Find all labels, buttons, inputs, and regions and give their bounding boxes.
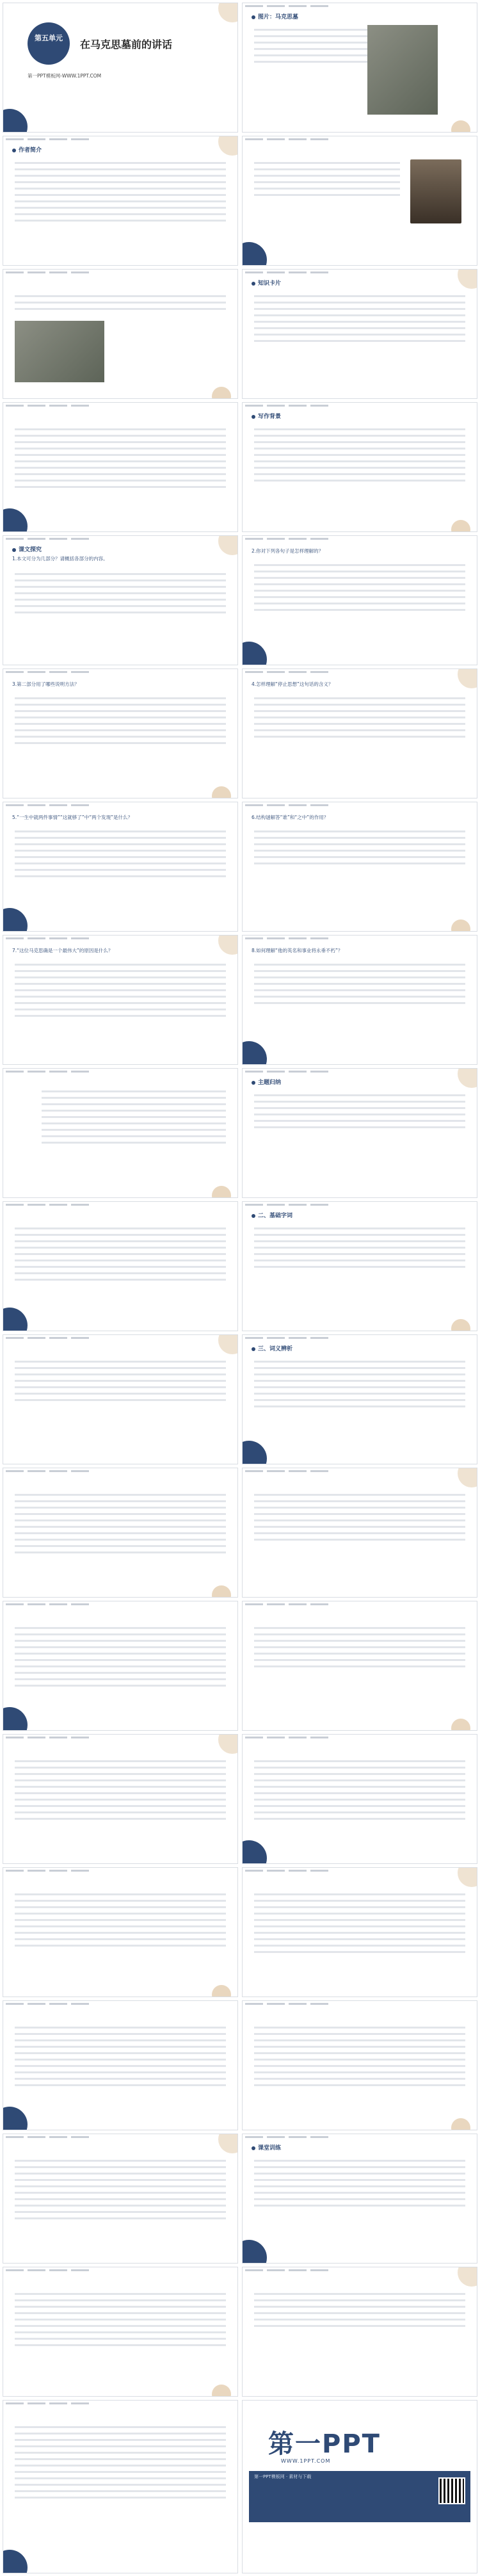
decor-circle (218, 1334, 238, 1354)
brand-logo: 第一PPT (268, 2429, 381, 2459)
historical-photo (15, 321, 104, 382)
slide-heading: 知识卡片 (252, 279, 281, 287)
slide-heading: 主题归纳 (252, 1078, 281, 1086)
slide-analysis-4 (3, 2000, 238, 2130)
slide-heading: 作者简介 (12, 145, 42, 154)
slide-word-5 (242, 1601, 477, 1731)
lesson-title: 在马克思墓前的讲话 (80, 38, 173, 51)
slide-question-7 (3, 935, 238, 1065)
slide-question-4 (242, 668, 477, 798)
decor-circle (458, 1468, 477, 1487)
slide-text-1 (3, 402, 238, 532)
slide-heading: 课堂训练 (252, 2143, 281, 2151)
slide-content-summary (3, 1201, 238, 1331)
decor-circle (218, 2134, 238, 2153)
decor-circle (451, 120, 470, 133)
slide-question-5 (3, 802, 238, 932)
slide-word-list (3, 1334, 238, 1464)
decor-circle (212, 786, 231, 798)
slide-author (3, 136, 238, 266)
slide-structure (3, 1068, 238, 1198)
decor-circle (212, 1985, 231, 1997)
decor-circle (458, 1068, 477, 1088)
slide-practice-3 (242, 2267, 477, 2397)
slide-final-text (3, 2400, 238, 2573)
unit-badge: 第五单元 (28, 22, 70, 65)
decor-circle (451, 1319, 470, 1331)
slide-word-2 (3, 1468, 238, 1598)
slide-deep-reading (3, 1734, 238, 1864)
decor-circle (3, 2107, 28, 2130)
decor-circle (242, 1840, 267, 1864)
decor-circle (212, 387, 231, 399)
slide-question-3 (3, 668, 238, 798)
decor-circle (451, 919, 470, 932)
decor-circle (458, 2267, 477, 2287)
decor-circle (212, 1186, 231, 1198)
slide-explore (3, 535, 238, 665)
slide-analysis-5 (242, 2000, 477, 2130)
question-text: 2.你对下列各句子是怎样理解的？ (252, 548, 324, 554)
brand-url[interactable]: WWW.1PPT.COM (281, 2458, 331, 2464)
slide-theme (242, 1068, 477, 1198)
decor-circle (3, 2550, 28, 2573)
decor-circle (3, 908, 28, 932)
portrait-image (410, 159, 461, 223)
footer-note: 第一PPT模板网 · 素材与下载 (254, 2474, 312, 2479)
decor-circle (218, 3, 238, 22)
slide-heading: 写作背景 (252, 412, 281, 420)
footer-info-box (249, 2471, 470, 2522)
cover-subtitle: 第一PPT模板网-WWW.1PPT.COM (28, 73, 102, 79)
decor-circle (242, 2240, 267, 2264)
slide-practice-2 (3, 2267, 238, 2397)
slide-heading: 图片：马克思墓 (252, 12, 298, 20)
decor-circle (458, 269, 477, 289)
slide-knowledge (242, 269, 477, 399)
decor-circle (3, 109, 28, 133)
decor-circle (218, 136, 238, 156)
question-text: 6.结构谜解答“谁”和“之中”的作用？ (252, 814, 329, 820)
slide-word-3 (242, 1468, 477, 1598)
tomb-photo (367, 25, 438, 115)
decor-circle (451, 1719, 470, 1731)
slide-practice (242, 2134, 477, 2264)
decor-circle (451, 2118, 470, 2130)
decor-circle (451, 520, 470, 532)
slide-basic-words (242, 1201, 477, 1331)
decor-circle (218, 1734, 238, 1754)
decor-circle (212, 2385, 231, 2397)
slide-heading: 二、基础字词 (252, 1211, 292, 1219)
decor-circle (3, 1308, 28, 1331)
footer-slide (242, 2400, 477, 2573)
slide-question-8 (242, 935, 477, 1065)
slide-background-photo (3, 269, 238, 399)
decor-circle (218, 535, 238, 555)
decor-circle (242, 242, 267, 266)
decor-circle (242, 1441, 267, 1464)
slide-writing-background (242, 402, 477, 532)
cover-slide (3, 3, 238, 133)
slide-heading: 课文探究 (12, 545, 42, 553)
qr-code-icon (438, 2477, 465, 2504)
slide-analysis (242, 1734, 477, 1864)
question-text: 8.如何理解“他的英名和事业将永垂不朽”？ (252, 948, 343, 953)
slide-photo (242, 3, 477, 133)
slide-word-meaning (242, 1334, 477, 1464)
decor-circle (212, 1585, 231, 1598)
slide-analysis-2 (3, 1867, 238, 1997)
question-text: 1.本文可分为几部分？请概括各部分的内容。 (12, 556, 108, 562)
slide-author-portrait (242, 136, 477, 266)
slide-question-2 (242, 535, 477, 665)
question-text: 5.“一生中就两件事情”“这就够了”中“两个发现”是什么？ (12, 814, 132, 820)
decor-circle (242, 642, 267, 665)
slide-heading: 三、词义辨析 (252, 1344, 292, 1352)
question-text: 4.怎样理解“停止思想”这句话的含义？ (252, 681, 333, 687)
slide-question-6 (242, 802, 477, 932)
decor-circle (458, 1867, 477, 1887)
question-text: 3.第二部分用了哪些说明方法？ (12, 681, 79, 687)
slide-analysis-6 (3, 2134, 238, 2264)
decor-circle (242, 1041, 267, 1065)
slide-analysis-3 (242, 1867, 477, 1997)
decor-circle (3, 508, 28, 532)
slide-word-4 (3, 1601, 238, 1731)
question-text: 7.“这位马克思确是一个最伟大”的原因是什么？ (12, 948, 113, 953)
decor-circle (3, 1707, 28, 1731)
